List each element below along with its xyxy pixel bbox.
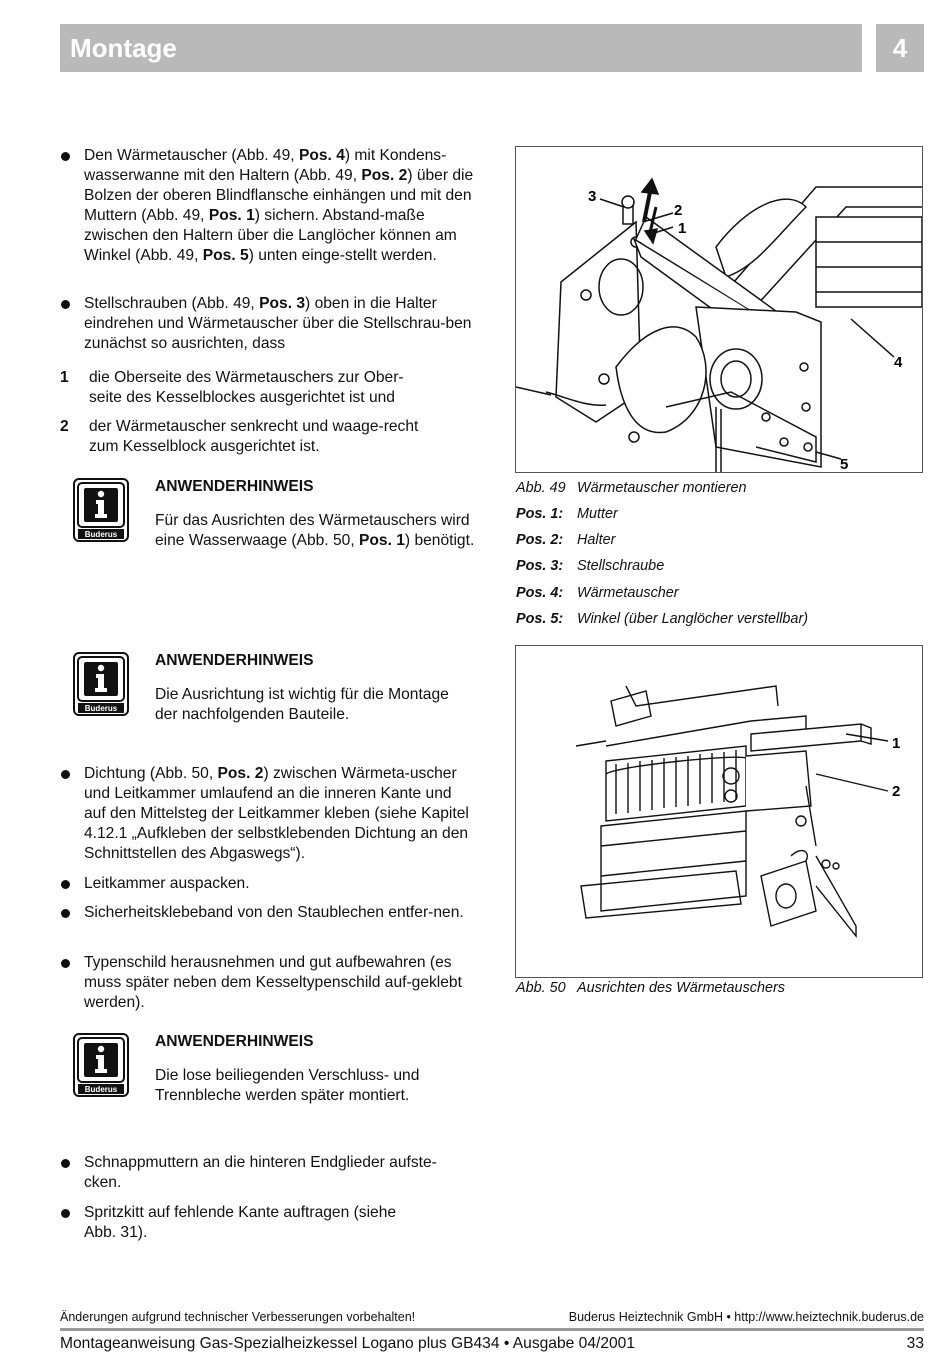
note-title: ANWENDERHINWEIS [155,1033,314,1050]
label-2: 2 [674,202,683,219]
chapter-number: 4 [876,24,924,72]
position-2: Pos. 2: Halter [516,532,616,548]
info-icon [73,478,129,542]
page-number: 33 [906,1335,924,1352]
bullet-dot [61,959,70,968]
label-1: 1 [892,735,901,752]
info-icon [73,1033,129,1097]
bullet-dot [61,300,70,309]
figure-50 [515,645,923,978]
bullet-dot [61,770,70,779]
bullet-dot [61,152,70,161]
brand-logo: Buderus [84,704,118,713]
bullet-dot [61,1209,70,1218]
figure-50-caption: Abb. 50 Ausrichten des Wärmetauschers [516,980,785,996]
label-5: 5 [840,456,849,472]
note-text: Für das Ausrichten des Wärmetauschers wird eine Wasserwaage (Abb. 50, Pos. 1) benötigt. [155,512,475,549]
paragraph-bullet-4: Leitkammer auspacken. [84,875,250,892]
note-title: ANWENDERHINWEIS [155,478,314,495]
position-3: Pos. 3: Stellschraube [516,558,665,574]
footer-notice: Änderungen aufgrund technischer Verbesserungen vorbehalten! [60,1310,416,1324]
brand-logo: Buderus [84,1085,118,1094]
figure-49-caption: Abb. 49 Wärmetauscher montieren [516,480,747,496]
list-number-1: 1 [60,369,69,386]
bullet-dot [61,880,70,889]
list-item-2: der Wärmetauscher senkrecht und waage-recht zum Kesselblock ausgerichtet ist. [89,418,419,455]
label-2: 2 [892,783,901,800]
position-1: Pos. 1: Mutter [516,506,618,522]
label-3: 3 [588,188,597,205]
document-title: Montageanweisung Gas-Spezialheizkessel Logano plus GB434 • Ausgabe 04/2001 [60,1335,636,1352]
paragraph-bullet-5: Sicherheitsklebeband von den Staublechen entfer-nen. [84,904,464,921]
chapter-title: Montage [60,24,862,72]
heat-exchanger-mount-drawing [516,147,922,472]
label-1: 1 [678,220,687,237]
bullet-dot [61,1159,70,1168]
position-4: Pos. 4: Wärmetauscher [516,585,679,601]
paragraph-bullet-7: Schnappmuttern an die hinteren Endglieder aufste-cken. [84,1154,437,1191]
footer-rule [60,1328,924,1331]
list-number-2: 2 [60,418,69,435]
paragraph-bullet-6: Typenschild herausnehmen und gut aufbewahren (es muss später neben dem Kesseltypenschild auf-geklebt werden). [84,954,462,1011]
info-icon [73,652,129,716]
note-text: Die lose beiliegenden Verschluss- und Trennbleche werden später montiert. [155,1067,420,1104]
paragraph-bullet-2: Stellschrauben (Abb. 49, Pos. 3) oben in die Halter eindrehen und Wärmetauscher über die Stellschrau-ben zunächst so ausrichten, dass [84,295,472,352]
label-4: 4 [894,354,903,371]
footer-company: Buderus Heiztechnik GmbH • http://www.heiztechnik.buderus.de [568,1310,924,1324]
brand-logo: Buderus [84,530,118,539]
paragraph-bullet-8: Spritzkitt auf fehlende Kante auftragen (siehe Abb. 31). [84,1204,397,1241]
bullet-dot [61,909,70,918]
paragraph-bullet-3: Dichtung (Abb. 50, Pos. 2) zwischen Wärmeta-uscher und Leitkammer umlaufend an die inneren Kante und auf den Mittelsteg der Leitkammer kleben (siehe Kapitel 4.12.1 „Aufkleben der selbstklebenden Dichtung an den Schnittstellen des Abgaswegs“). [84,765,469,862]
figure-49 [515,146,923,473]
note-text: Die Ausrichtung ist wichtig für die Montage der nachfolgenden Bauteile. [155,686,449,723]
alignment-drawing [516,646,922,977]
position-5: Pos. 5: Winkel (über Langlöcher verstellbar) [516,611,809,627]
paragraph-bullet-1: Den Wärmetauscher (Abb. 49, Pos. 4) mit Kondens-wasserwanne mit den Haltern (Abb. 49, Pos. 2) über die Bolzen der oberen Blindflansche einhängen und mit den Muttern (Abb. 49, Pos. 1) sichern. Abstand-maße zwischen den Haltern über die Langlöcher können am Winkel (Abb. 49, Pos. 5) unten einge-stellt werden. [84,147,474,264]
note-title: ANWENDERHINWEIS [155,652,314,669]
list-item-1: die Oberseite des Wärmetauschers zur Ober-seite des Kesselblockes ausgerichtet ist und [89,369,404,406]
